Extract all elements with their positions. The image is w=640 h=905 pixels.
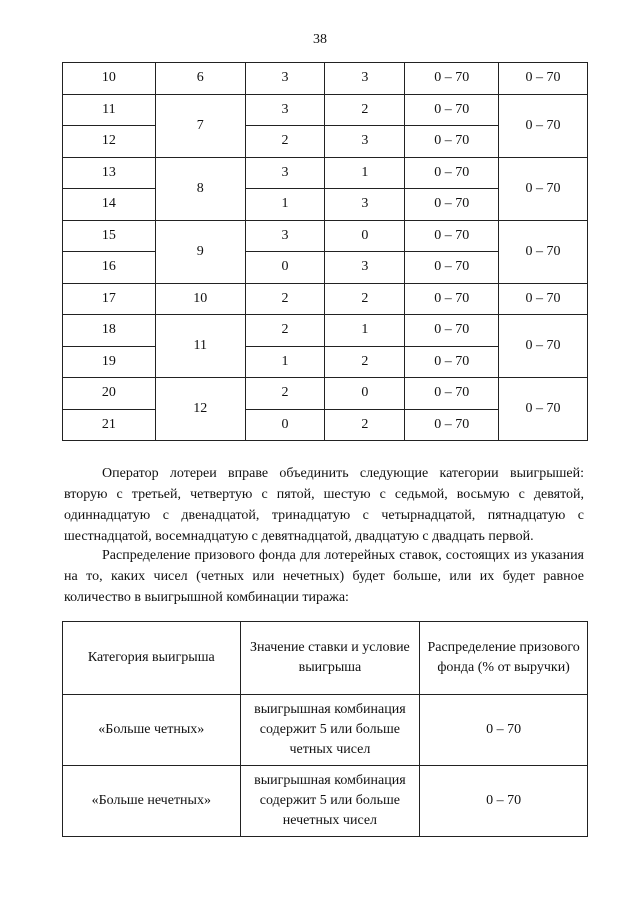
share-cell: 0 – 70: [420, 766, 588, 837]
value-b-cell: 3: [325, 63, 405, 95]
range-cell: 0 – 70: [405, 252, 499, 284]
distribution-table: [62, 621, 588, 837]
category-number: 21: [63, 409, 156, 441]
category-number: 14: [63, 189, 156, 221]
group-cell: 6: [155, 63, 245, 95]
value-a-cell: 1: [245, 346, 325, 378]
category-number: 19: [63, 346, 156, 378]
value-a-cell: 3: [245, 63, 325, 95]
range-cell: 0 – 70: [405, 346, 499, 378]
range-cell: 0 – 70: [405, 409, 499, 441]
value-a-cell: 0: [245, 409, 325, 441]
range-cell: 0 – 70: [405, 378, 499, 410]
group-cell: 7: [155, 94, 245, 157]
value-b-cell: 2: [325, 346, 405, 378]
fund-cell: 0 – 70: [499, 63, 588, 95]
fund-cell: 0 – 70: [499, 220, 588, 283]
value-b-cell: 0: [325, 378, 405, 410]
category-cell: «Больше четных»: [63, 695, 241, 766]
condition-cell: выигрышная комбинация содержит 5 или больше нечетных чисел: [240, 766, 420, 837]
table-row: [63, 695, 588, 766]
value-a-cell: 1: [245, 189, 325, 221]
fund-cell: 0 – 70: [499, 283, 588, 315]
group-cell: 8: [155, 157, 245, 220]
range-cell: 0 – 70: [405, 283, 499, 315]
page-number: 38: [313, 32, 327, 47]
category-number: 13: [63, 157, 156, 189]
fund-cell: 0 – 70: [499, 94, 588, 157]
range-cell: 0 – 70: [405, 315, 499, 347]
condition-cell: выигрышная комбинация содержит 5 или больше четных чисел: [240, 695, 420, 766]
table-row: [63, 157, 588, 189]
range-cell: 0 – 70: [405, 126, 499, 158]
fund-cell: 0 – 70: [499, 378, 588, 441]
category-number: 11: [63, 94, 156, 126]
category-table: [62, 62, 588, 441]
header-condition: Значение ставки и условие выигрыша: [240, 622, 420, 695]
value-b-cell: 3: [325, 189, 405, 221]
value-b-cell: 2: [325, 409, 405, 441]
table-row: [63, 283, 588, 315]
table-row: [63, 220, 588, 252]
table-row: [63, 315, 588, 347]
value-a-cell: 3: [245, 220, 325, 252]
merge-categories-paragraph: Оператор лотереи вправе объединить следующие категории выигрышей: вторую с третьей, четвертую с пятой, шестую с седьмой, восьмую с девятой, одиннадцатую с двенадцатой, тринадцатую с четырнадцатой, пятнадцатую с шестнадцатой, восемнадцатую с девятнадцатой, двадцатую с двадцать первой.: [64, 466, 584, 544]
table-row: [63, 378, 588, 410]
group-cell: 12: [155, 378, 245, 441]
group-cell: 10: [155, 283, 245, 315]
range-cell: 0 – 70: [405, 94, 499, 126]
category-number: 16: [63, 252, 156, 284]
fund-cell: 0 – 70: [499, 315, 588, 378]
category-number: 15: [63, 220, 156, 252]
value-b-cell: 3: [325, 252, 405, 284]
group-cell: 11: [155, 315, 245, 378]
value-b-cell: 1: [325, 157, 405, 189]
value-b-cell: 3: [325, 126, 405, 158]
value-a-cell: 2: [245, 315, 325, 347]
range-cell: 0 – 70: [405, 189, 499, 221]
value-a-cell: 2: [245, 378, 325, 410]
header-category: Категория выигрыша: [63, 622, 241, 695]
table-row: [63, 63, 588, 95]
value-a-cell: 3: [245, 157, 325, 189]
category-number: 18: [63, 315, 156, 347]
category-number: 20: [63, 378, 156, 410]
category-cell: «Больше нечетных»: [63, 766, 241, 837]
table-row: [63, 94, 588, 126]
header-share: Распределение призового фонда (% от выручки): [420, 622, 588, 695]
range-cell: 0 – 70: [405, 63, 499, 95]
value-b-cell: 0: [325, 220, 405, 252]
value-b-cell: 1: [325, 315, 405, 347]
range-cell: 0 – 70: [405, 157, 499, 189]
range-cell: 0 – 70: [405, 220, 499, 252]
category-number: 12: [63, 126, 156, 158]
value-a-cell: 2: [245, 126, 325, 158]
value-a-cell: 3: [245, 94, 325, 126]
share-cell: 0 – 70: [420, 695, 588, 766]
fund-cell: 0 – 70: [499, 157, 588, 220]
value-b-cell: 2: [325, 283, 405, 315]
value-a-cell: 2: [245, 283, 325, 315]
group-cell: 9: [155, 220, 245, 283]
value-b-cell: 2: [325, 94, 405, 126]
category-number: 17: [63, 283, 156, 315]
value-a-cell: 0: [245, 252, 325, 284]
table-row: [63, 766, 588, 837]
table-header-row: [63, 622, 588, 695]
prize-distribution-paragraph: Распределение призового фонда для лотерейных ставок, состоящих из указания на то, каких чисел (четных или нечетных) будет больше, или их будет равное количество в выигрышной комбинации тиража:: [64, 548, 584, 605]
category-number: 10: [63, 63, 156, 95]
